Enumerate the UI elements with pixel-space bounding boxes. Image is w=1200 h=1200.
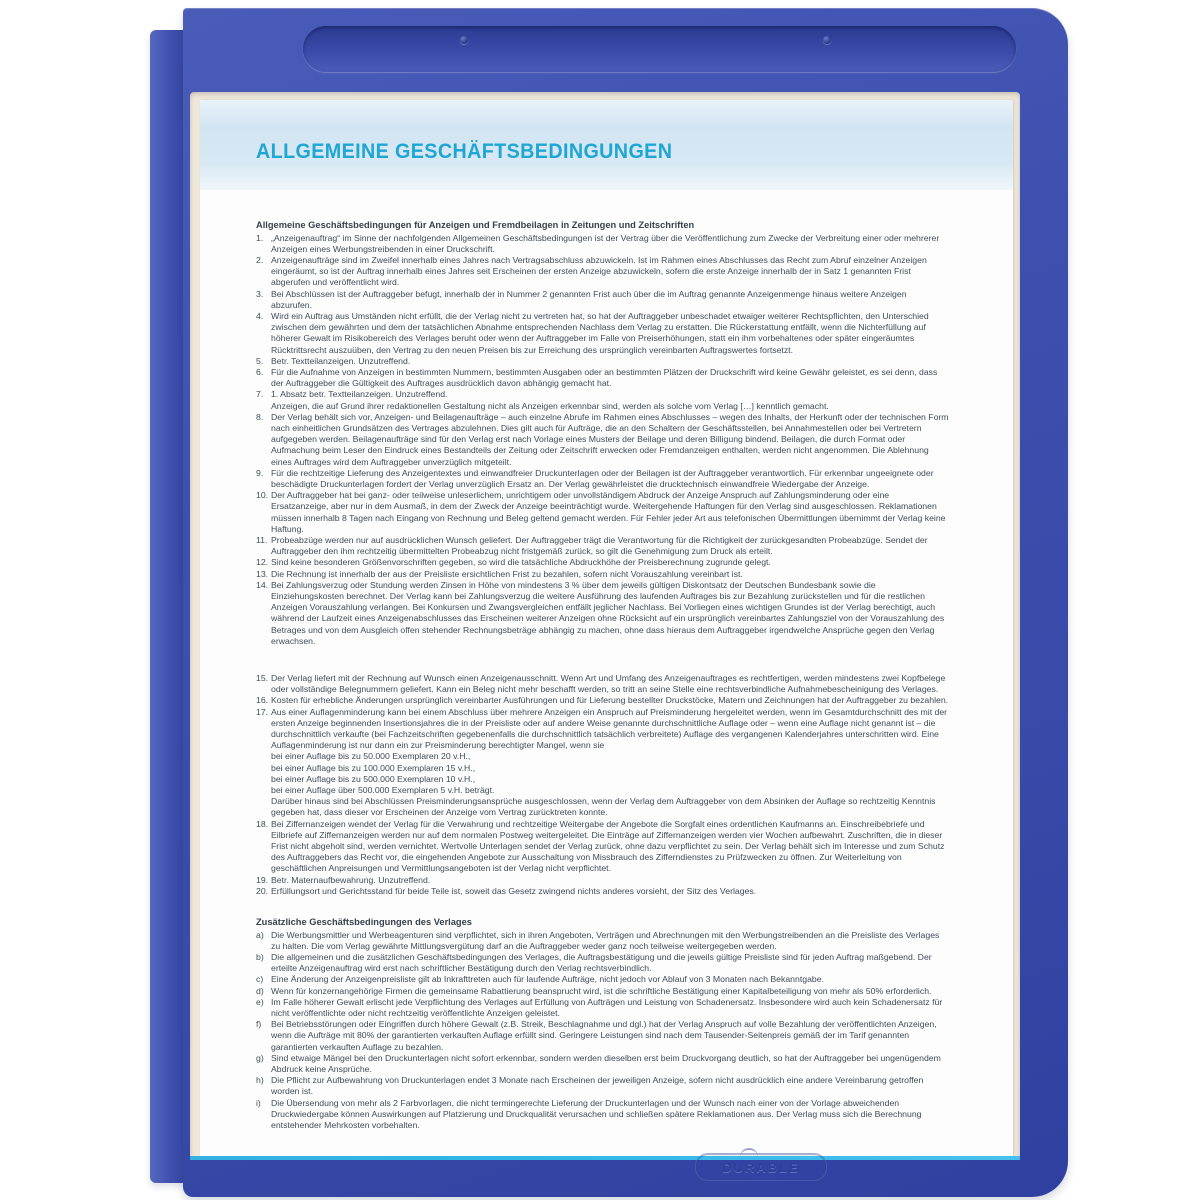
- item-text: [271, 356, 949, 367]
- item-paragraph: Erfüllungsort und Gerichtsstand für beide Teile ist, soweit das Gesetz zwingend nichts anderes vorsieht, der Sitz des Verlages.: [271, 885, 757, 896]
- terms-item: [256, 557, 949, 568]
- item-paragraph: Die allgemeinen und die zusätzlichen Geschäftsbedingungen des Verlages, die Auftragsbestätigung und die jeweils gültige Preisliste sind für jeden Auftrag maßgebend. Der erteilte Anzeigenauftrag wird erst nach schriftlicher Bestätigung durch den Verlag rechtsverbindlich.: [271, 951, 932, 974]
- item-paragraph: Die Pflicht zur Aufbewahrung von Druckunterlagen endet 3 Monate nach Erscheinen der jeweiligen Anzeige, sofern nicht ausdrücklich eine andere Vereinbarung getroffen worden ist.: [271, 1075, 924, 1097]
- item-marker: 7.: [256, 389, 264, 400]
- panel-accent-strip: [190, 1156, 1020, 1160]
- terms-item: [256, 233, 949, 255]
- item-paragraph: bei einer Auflage bis zu 50.000 Exemplaren 20 v.H.,: [271, 751, 471, 762]
- item-marker: b): [256, 951, 264, 962]
- item-text: [271, 557, 949, 568]
- terms-item: [256, 255, 949, 289]
- terms-item: [256, 1053, 949, 1075]
- item-text: [271, 535, 949, 557]
- item-marker: 3.: [256, 288, 264, 299]
- item-text: [271, 819, 949, 875]
- item-marker: g): [256, 1052, 264, 1063]
- terms-item: [256, 1098, 949, 1132]
- item-paragraph: Kosten für erhebliche Änderungen ursprünglich vereinbarter Ausführungen und für Lieferung bestellter Druckstöcke, Matern und Zeichnungen hat der Auftraggeber zu bezahlen.: [271, 695, 949, 706]
- item-paragraph: Für die Aufnahme von Anzeigen in bestimmten Nummern, bestimmten Ausgaben oder an bestimmten Plätzen der Druckschrift wird keine Gewähr geleistet, es sei denn, dass der Auftraggeber die Gültigkeit des Auftrages ausdrücklich davon abhängig gemacht hat.: [271, 366, 938, 389]
- item-paragraph: Der Auftraggeber hat bei ganz- oder teilweise unleserlichem, unrichtigem oder unvollständigem Abdruck der Anzeige Anspruch auf Zahlungsminderung oder eine Ersatzanzeige, aber nur in dem Ausmaß, in dem der Zweck der Anzeige beeinträchtigt wurde. Weitergehende Haftungen für den Verlag sind ausgeschlossen. Reklamationen müssen innerhalb 8 Tagen nach Eingang von Rechnung und Beleg geltend gemacht werden. Für Fehler jeder Art aus telefonischen Übermittlungen übernimmt der Verlag keine Haftung.: [271, 490, 946, 534]
- item-paragraph: Für die rechtzeitige Lieferung des Anzeigentextes und einwandfreier Druckunterlagen oder der Beilagen ist der Auftraggeber verantwortlich. Für erkennbar ungeeignete oder beschädigte Druckunterlagen fordert der Verlag unverzüglich Ersatz an. Der Verlag gewährleistet die drucktechnisch einwandfreie Wiedergabe der Anzeige.: [271, 467, 934, 489]
- item-text: [271, 1075, 949, 1097]
- durable-logo-emboss: [695, 1153, 827, 1181]
- terms-item: [256, 490, 949, 535]
- item-marker: 12.: [256, 557, 269, 568]
- terms-list-lettered: [256, 930, 949, 1132]
- item-paragraph: bei einer Auflage über 500.000 Exemplaren 5 v.H. beträgt.: [271, 785, 495, 796]
- terms-item: [256, 412, 949, 468]
- terms-item: [256, 974, 949, 985]
- terms-item: [256, 930, 949, 952]
- item-marker: 5.: [256, 355, 264, 366]
- item-paragraph: „Anzeigenauftrag“ im Sinne der nachfolgenden Allgemeinen Geschäftsbedingungen ist der Vertrag über die Veröffentlichung zum Zwecke der Verbreitung einer oder mehrerer Anzeigen eines Werbungstreibenden in einer Druckschrift.: [271, 232, 940, 254]
- item-marker: 13.: [256, 568, 269, 579]
- item-paragraph: Betr. Textteilanzeigen. Unzutreffend.: [271, 355, 411, 366]
- item-text: [271, 569, 949, 580]
- item-text: [271, 952, 949, 974]
- item-text: [271, 255, 949, 289]
- item-paragraph: Die Übersendung von mehr als 2 Farbvorlagen, die nicht termingerechte Lieferung der Druckunterlagen und der Wunsch nach einer von der Vorlage abweichenden Druckwiedergabe können Auswirkungen auf Platzierung und Druckqualität verursachen und schließen spätere Reklamationen aus. Der Verlag muss sich die Berechnung entstehender Mehrkosten vorbehalten.: [271, 1097, 922, 1131]
- item-marker: 10.: [256, 490, 269, 501]
- item-marker: i): [256, 1097, 261, 1108]
- item-marker: f): [256, 1019, 262, 1030]
- item-text: [271, 707, 949, 819]
- terms-item: [256, 707, 949, 819]
- item-marker: 19.: [256, 874, 269, 885]
- terms-item: [256, 997, 949, 1019]
- terms-item: [256, 1019, 949, 1053]
- item-text: [271, 997, 949, 1019]
- item-paragraph: Der Verlag behält sich vor, Anzeigen- und Beilagenaufträge – auch einzelne Abrufe im Rahmen eines Abschlusses – wegen des Inhalts, der Herkunft oder der technischen Form nach einheitlichen Grundsätzen des Vertrages abzulehnen. Dies gilt auch für Aufträge, die an den Schaltern der Geschäftsstellen, bei Annahmestellen oder bei Vertretern aufgegeben werden. Beilagenaufträge sind für den Verlag erst nach Vorlage eines Musters der Beilage und deren Billigung bindend. Beilagen, die durch Format oder Aufmachung beim Leser den Eindruck eines Bestandteils der Zeitung oder Zeitschrift erwecken oder Fremdanzeigen enthalten, werden nicht angenommen. Die Ablehnung eines Auftrages wird dem Auftraggeber unverzüglich mitgeteilt.: [271, 411, 949, 467]
- item-text: [271, 367, 949, 389]
- document-banner: [200, 100, 1013, 190]
- terms-item: [256, 535, 949, 557]
- terms-item: [256, 986, 949, 997]
- terms-item: [256, 695, 949, 706]
- item-marker: 15.: [256, 673, 269, 684]
- item-paragraph: Aus einer Auflagenminderung kann bei einem Abschluss über mehrere Anzeigen ein Anspruch auf Preisminderung hergeleitet werden, wenn im Gesamtdurchschnitt des mit der ersten Anzeige beginnenden Insertionsjahres die in der Preisliste oder auf andere Weise genannte durchschnittliche Auflage oder – wenn eine Auflage nicht genannt ist – die durchschnittlich verkaufte (bei Fachzeitschriften gegebenenfalls die durchschnittlich tatsächlich verbreitete) Auflage des vergangenen Kalenderjahres unterschritten wird. Eine Auflagenminderung ist nur dann ein zur Preisminderung berechtigter Mangel, wenn sie: [271, 706, 948, 751]
- terms-item: [256, 819, 949, 875]
- item-paragraph: Die Werbungsmittler und Werbeagenturen sind verpflichtet, sich in ihren Angeboten, Verträgen und Abrechnungen mit den Werbungstreibenden an die Preisliste des Verlages zu halten. Die vom Verlag gewährte Mittlungsvergütung darf an die Auftraggeber weder ganz noch teilweise weitergegeben werden.: [271, 929, 940, 951]
- item-text: [271, 468, 949, 490]
- panel-top-groove: [303, 26, 1016, 72]
- terms-item: [256, 468, 949, 490]
- item-paragraph: Im Falle höherer Gewalt erlischt jede Verpflichtung des Verlages auf Erfüllung von Aufträgen und Leistung von Schadenersatz. Insbesondere wird auch kein Schadenersatz für nicht veröffentlichte oder nicht rechtzeitig veröffentlichte Anzeigen geleistet.: [271, 996, 943, 1018]
- item-marker: c): [256, 974, 264, 985]
- item-paragraph: Bei Abschlüssen ist der Auftraggeber befugt, innerhalb der in Nummer 2 genannten Frist auch über die im Auftrag genannte Anzeigenmenge hinaus weitere Anzeigen abzurufen.: [271, 288, 907, 310]
- terms-item: [256, 875, 949, 886]
- item-paragraph: Wenn für konzernangehörige Firmen die gemeinsame Rabattierung beansprucht wird, ist die schriftliche Bestätigung einer Kapitalbeteiligung von mehr als 50% erforderlich.: [271, 985, 932, 996]
- item-paragraph: 1. Absatz betr. Textteilanzeigen. Unzutreffend.: [271, 389, 448, 400]
- item-paragraph: Anzeigenaufträge sind im Zweifel innerhalb eines Jahres nach Vertragsabschluss abzuwickeln. Ist im Rahmen eines Abschlusses das Recht zum Abruf einzelner Anzeigen eingeräumt, so ist der Auftrag innerhalb eines Jahres seit Erscheinen der ersten Anzeige abzuwickeln, sofern die erste Anzeige innerhalb der in Satz 1 genannten Frist abgerufen und veröffentlicht wird.: [271, 254, 927, 288]
- terms-item: [256, 580, 949, 647]
- item-paragraph: Eine Änderung der Anzeigenpreisliste gilt ab Inkrafttreten auch für laufende Aufträge, nicht jedoch vor Ablauf von 3 Monaten nach Bekanntgabe.: [271, 974, 824, 985]
- item-text: [271, 311, 949, 356]
- document-body: [256, 220, 949, 1131]
- item-text: [271, 986, 949, 997]
- item-paragraph: Darüber hinaus sind bei Abschlüssen Preisminderungsansprüche ausgeschlossen, wenn der Verlag dem Auftraggeber von dem Absinken der Auflage so rechtzeitig Kenntnis gegeben hat, dass dieser vor Erscheinen der Anzeige vom Vertrag zurücktreten konnte.: [271, 796, 936, 818]
- item-marker: 18.: [256, 818, 269, 829]
- item-paragraph: Bei Ziffernanzeigen wendet der Verlag für die Verwahrung und rechtzeitige Weitergabe der Angebote die Sorgfalt eines ordentlichen Kaufmanns an. Einschreibebriefe und Eilbriefe auf Ziffernanzeigen werden nur auf dem normalen Postweg weitergeleitet. Die Einträge auf Ziffernanzeigen werden vier Wochen aufbewahrt. Zuschriften, die in dieser Frist nicht abgeholt sind, werden vernichtet. Wertvolle Unterlagen sendet der Verlag zurück, ohne dazu verpflichtet zu sein. Der Verlag behält sich im Interesse und zum Schutz des Auftraggebers das Recht vor, die eingehenden Angebote zur Ausschaltung von Missbrauch des Zifferndienstes zu Prüfzwecken zu öffnen. Zur Weiterleitung von geschäftlichen Anpreisungen und Vermittlungsangeboten ist der Verlag nicht verpflichtet.: [271, 818, 945, 874]
- item-marker: 9.: [256, 467, 264, 478]
- item-marker: 1.: [256, 232, 264, 243]
- document-title: ALLGEMEINE GESCHÄFTSBEDINGUNGEN: [256, 140, 673, 163]
- panel-window-backing: [190, 92, 1020, 1160]
- section2-heading: Zusätzliche Geschäftsbedingungen des Verlages: [256, 917, 472, 928]
- item-marker: e): [256, 996, 264, 1007]
- item-paragraph: Anzeigen, die auf Grund ihrer redaktionellen Gestaltung nicht als Anzeigen erkennbar sind, werden als solche vom Verlag […] kenntlich gemacht.: [271, 400, 829, 411]
- item-paragraph: Die Rechnung ist innerhalb der aus der Preisliste ersichtlichen Frist zu bezahlen, sofern nicht Vorauszahlung vereinbart ist.: [271, 568, 743, 579]
- terms-item: [256, 367, 949, 389]
- item-paragraph: Bei Zahlungsverzug oder Stundung werden Zinsen in Höhe von mindestens 3 % über dem jeweils gültigen Diskontsatz der Deutschen Bundesbank sowie die Einziehungskosten berechnet. Der Verlag kann bei Zahlungsverzug die weitere Ausführung des laufenden Auftrages bis zur Bezahlung zurückstellen und für die restlichen Anzeigen Vorauszahlung verlangen. Bei Konkursen und Zwangsvergleichen entfällt jeglicher Nachlass. Bei Vorliegen eines wichtigen Grundes ist der Verlag berechtigt, auch während der Laufzeit eines Anzeigenabschlusses das Erscheinen weiterer Anzeigen ohne Rücksicht auf ein ursprünglich vereinbartes Zahlungsziel von der Vorauszahlung des Betrages und von dem Ausgleich offen stehender Rechnungsbeträge abhängig zu machen, ohne dass hieraus dem Auftraggeber irgendwelche Ansprüche gegen den Verlag erwachsen.: [271, 579, 945, 646]
- item-marker: h): [256, 1075, 264, 1086]
- item-paragraph: Sind keine besonderen Größenvorschriften gegeben, so wird die tatsächliche Abdruckhöhe der Preisberechnung zugrunde gelegt.: [271, 557, 771, 568]
- item-marker: 8.: [256, 411, 264, 422]
- item-marker: 17.: [256, 706, 269, 717]
- item-text: [271, 930, 949, 952]
- terms-item: [256, 569, 949, 580]
- item-marker: 2.: [256, 254, 264, 265]
- document-sheet: [200, 100, 1013, 1156]
- item-marker: 4.: [256, 310, 264, 321]
- item-text: [271, 875, 949, 886]
- item-paragraph: Wird ein Auftrag aus Umständen nicht erfüllt, die der Verlag nicht zu vertreten hat, so hat der Auftraggeber unbeschadet etwaiger weiterer Rechtspflichten, den Unterschied zwischen dem gewährten und dem der tatsächlichen Abnahme entsprechenden Nachlass dem Verlag zu erstatten. Die Rückerstattung entfällt, wenn die Nichterfüllung auf höherer Gewalt im Risikobereich des Verlages beruht oder wenn der Auftraggeber im Falle von Preiserhöhungen, statt ein ihm vorbehaltenes oder später eingeräumtes Rücktrittsrecht auszuüben, den Vertrag zu den neuen Preisen bis zur Erreichung des ursprünglich vereinbarten Auftragswertes fortsetzt.: [271, 310, 929, 355]
- item-text: [271, 490, 949, 535]
- item-text: [271, 580, 949, 647]
- item-text: [271, 1019, 949, 1053]
- item-marker: 6.: [256, 366, 264, 377]
- item-text: [271, 1053, 949, 1075]
- item-paragraph: Der Verlag liefert mit der Rechnung auf Wunsch einen Anzeigenausschnitt. Wenn Art und Umfang des Anzeigenauftrages es rechtfertigen, werden mindestens zwei Kopfbelege oder vollständige Belegnummern geliefert. Kann ein Beleg nicht mehr beschafft werden, so tritt an seine Stelle eine rechtsverbindliche Aufnahmebescheinigung des Verlages.: [271, 673, 946, 695]
- item-marker: a): [256, 929, 264, 940]
- item-marker: 20.: [256, 885, 269, 896]
- item-text: [271, 389, 949, 411]
- item-text: [271, 233, 949, 255]
- item-marker: 11.: [256, 534, 268, 545]
- terms-item: [256, 673, 949, 695]
- item-text: [271, 1098, 949, 1132]
- screw-hole-icon: [823, 36, 831, 44]
- item-paragraph: bei einer Auflage bis zu 100.000 Exemplaren 15 v.H.,: [271, 762, 476, 773]
- terms-item: [256, 356, 949, 367]
- item-text: [271, 673, 949, 695]
- item-marker: 14.: [256, 579, 269, 590]
- terms-item: [256, 1075, 949, 1097]
- terms-item: [256, 886, 949, 897]
- item-text: [271, 886, 949, 897]
- item-paragraph: Betr. Maternaufbewahrung. Unzutreffend.: [271, 874, 431, 885]
- item-paragraph: Sind etwaige Mängel bei den Druckunterlagen nicht sofort erkennbar, sondern werden dieselben erst beim Druckvorgang deutlich, so hat der Auftraggeber bei ungenügendem Abdruck keine Ansprüche.: [271, 1052, 941, 1075]
- terms-list-numbered: [256, 233, 949, 898]
- terms-item: [256, 289, 949, 311]
- item-text: [271, 974, 949, 985]
- brand-name: DURABLE: [722, 1159, 800, 1175]
- item-paragraph: bei einer Auflage bis zu 500.000 Exemplaren 10 v.H.,: [271, 773, 476, 784]
- terms-item: [256, 952, 949, 974]
- item-paragraph: Probeabzüge werden nur auf ausdrücklichen Wunsch geliefert. Der Auftraggeber trägt die Verantwortung für die Richtigkeit der zurückgesandten Probeabzüge. Sendet der Auftraggeber den ihm rechtzeitig übermittelten Probeabzug nicht fristgemäß zurück, so gilt die Genehmigung zum Druck als erteilt.: [271, 534, 928, 557]
- item-paragraph: Bei Betriebsstörungen oder Eingriffen durch höhere Gewalt (z.B. Streik, Beschlagnahme und dgl.) hat der Verlag Anspruch auf volle Bezahlung der veröffentlichten Anzeigen, wenn die Aufträge mit 80% der garantierten verkauften Auflage erfüllt sind. Geringere Leistungen sind nach dem Tausender-Seitenpreis gemäß der im Tarif genannten garantierten verkauften Auflage zu bezahlen.: [271, 1019, 937, 1052]
- item-marker: d): [256, 985, 264, 996]
- screw-hole-icon: [460, 36, 468, 44]
- item-marker: 16.: [256, 695, 269, 706]
- item-text: [271, 695, 949, 706]
- terms-item: [256, 311, 949, 356]
- terms-item: [256, 389, 949, 411]
- section1-heading: Allgemeine Geschäftsbedingungen für Anzeigen und Fremdbeilagen in Zeitungen und Zeitschriften: [256, 220, 695, 230]
- item-text: [271, 289, 949, 311]
- item-text: [271, 412, 949, 468]
